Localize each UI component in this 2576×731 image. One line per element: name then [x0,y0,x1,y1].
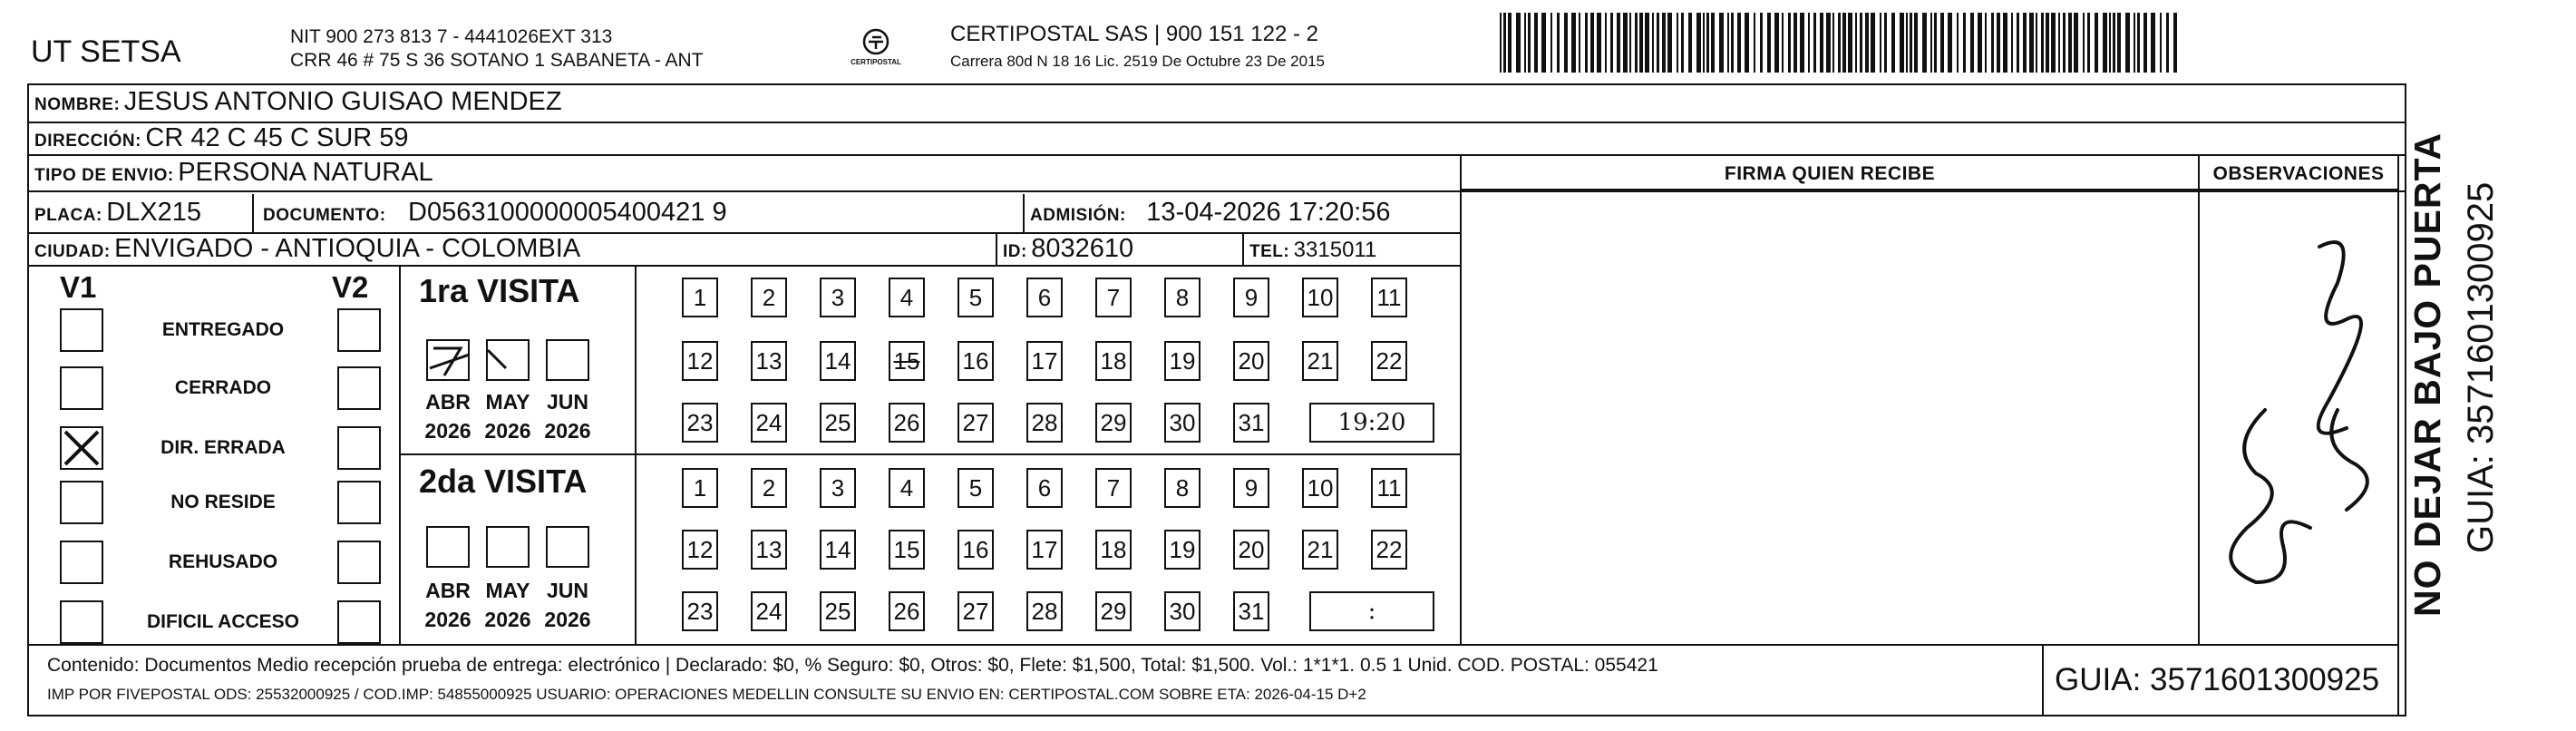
day-box[interactable]: 1 [682,468,718,508]
placa-label: PLACA: [34,206,102,225]
status-option-label: DIFICIL ACCESO [146,611,299,632]
day-box[interactable]: 11 [1371,278,1407,317]
v1-checkbox[interactable] [60,481,103,524]
status-option-label: REHUSADO [168,551,278,572]
day-box[interactable]: 16 [957,341,994,381]
day-box[interactable]: 9 [1233,278,1269,317]
tipo-label: TIPO DE ENVIO: [34,166,174,185]
id-cell [1003,234,1133,264]
month-year-label: 2026 [484,419,531,443]
observaciones-label: OBSERVACIONES [2212,163,2385,184]
v1-checkbox[interactable] [60,600,103,644]
month-year-label: 2026 [484,608,531,631]
day-box[interactable]: 13 [751,341,787,381]
documento-cell [263,198,727,228]
day-box[interactable]: 17 [1026,341,1063,381]
day-box[interactable]: 21 [1302,341,1338,381]
day-box[interactable]: 15 [889,530,925,570]
day-box[interactable]: 28 [1026,591,1063,631]
id-value: 8032610 [1031,234,1134,263]
v1-checkbox[interactable] [60,366,103,410]
v2-label: V2 [332,270,369,304]
direccion-label: DIRECCIÓN: [34,132,141,151]
day-box[interactable]: 3 [820,278,856,317]
direccion-value: CR 42 C 45 C SUR 59 [145,123,409,152]
day-box[interactable]: 28 [1026,403,1063,443]
month-label: ABR [425,579,471,602]
nombre-value: JESUS ANTONIO GUISAO MENDEZ [123,87,562,116]
admision-label: ADMISIÓN: [1030,206,1126,225]
observaciones-area[interactable] [2202,192,2396,644]
day-box[interactable]: 8 [1164,278,1201,317]
month-label: JUN [546,390,588,414]
no-dejar-bajo-puerta: NO DEJAR BAJO PUERTA [2406,132,2448,617]
month-checkbox[interactable] [546,526,589,568]
day-box[interactable]: 7 [1095,468,1132,508]
tel-value: 3315011 [1293,238,1377,262]
day-box[interactable]: 4 [889,278,925,317]
ciudad-label: CIUDAD: [34,242,111,261]
day-box[interactable]: 14 [820,341,856,381]
documento-label: DOCUMENTO: [263,206,386,225]
day-box[interactable]: 30 [1164,403,1201,443]
day-box[interactable]: 11 [1371,468,1407,508]
v2-checkbox[interactable] [337,600,381,644]
day-box[interactable]: 27 [957,591,994,631]
placa-cell [34,198,201,228]
placa-value: DLX215 [106,198,202,227]
day-box[interactable]: 26 [889,403,925,443]
day-box[interactable]: 21 [1302,530,1338,570]
first-visit-title: 1ra VISITA [419,272,580,309]
day-box[interactable]: 6 [1026,468,1063,508]
day-box[interactable]: 6 [1026,278,1063,317]
day-box[interactable]: 20 [1233,341,1269,381]
month-checkbox[interactable] [486,526,530,568]
footer-imp: IMP POR FIVEPOSTAL ODS: 25532000925 / COD.IMP: 54855000925 USUARIO: OPERACIONES MEDELLIN CONSULTE SU ENVIO EN: CERTIPOSTAL.COM SOBRE ETA: 2026-04-15 D+2 [47,686,1366,703]
day-box[interactable]: 12 [682,341,718,381]
month-checkbox[interactable] [426,526,470,568]
day-box[interactable]: 18 [1095,530,1132,570]
footer-contenido: Contenido: Documentos Medio recepción prueba de entrega: electrónico | Declarado: $0, % Seguro: $0, Otros: $0, Flete: $1,500, Total: $1,500. Vol.: 1*1*1. 0.5 1 Unid. COD. POSTAL: 055421 [47,655,1658,676]
address-line: CRR 46 # 75 S 36 SOTANO 1 SABANETA - ANT [290,50,704,71]
day-box[interactable]: 18 [1095,341,1132,381]
status-option-label: DIR. ERRADA [160,437,286,458]
month-checkbox[interactable] [426,339,470,381]
day-box[interactable]: 8 [1164,468,1201,508]
day-box[interactable]: 27 [957,403,994,443]
v2-checkbox[interactable] [337,426,381,470]
certipostal-logo: CERTIPOSTAL [849,24,903,76]
month-checkbox[interactable] [486,339,530,381]
handwritten-signature [2202,192,2396,644]
v2-checkbox[interactable] [337,541,381,584]
day-box[interactable]: 29 [1095,403,1132,443]
footer-guia: GUIA: 3571601300925 [2055,662,2380,697]
status-option-label: ENTREGADO [161,319,285,340]
ciudad-cell [34,234,580,264]
admision-value: 13-04-2026 17:20:56 [1146,198,1391,227]
day-box[interactable]: 19 [1164,341,1201,381]
day-box[interactable]: 20 [1233,530,1269,570]
day-box[interactable]: 4 [889,468,925,508]
day-box[interactable]: 3 [820,468,856,508]
day-box[interactable]: 19 [1164,530,1201,570]
second-visit-title: 2da VISITA [419,463,588,500]
tipo-value: PERSONA NATURAL [178,158,433,187]
v1-checkbox[interactable] [60,426,103,470]
day-box[interactable]: 12 [682,530,718,570]
v2-checkbox[interactable] [337,308,381,352]
day-box[interactable]: 5 [957,278,994,317]
nombre-label: NOMBRE: [34,95,121,114]
day-box[interactable]: 30 [1164,591,1201,631]
day-box[interactable]: 23 [682,591,718,631]
documento-value: D0563100000005400421 9 [408,198,727,227]
v1-label: V1 [60,270,97,304]
day-box[interactable]: 7 [1095,278,1132,317]
certipostal-line: CERTIPOSTAL SAS | 900 151 122 - 2 [950,22,1318,46]
day-box[interactable]: 10 [1302,278,1338,317]
day-box[interactable]: 10 [1302,468,1338,508]
day-box[interactable]: 22 [1371,341,1407,381]
day-box[interactable]: 29 [1095,591,1132,631]
day-box[interactable]: 25 [820,403,856,443]
admision-cell [1030,198,1391,228]
day-box[interactable]: 26 [889,591,925,631]
day-box[interactable]: 15 [889,341,925,381]
day-box[interactable]: 13 [751,530,787,570]
v2-checkbox[interactable] [337,481,381,524]
day-box[interactable]: 23 [682,403,718,443]
day-box[interactable]: 16 [957,530,994,570]
month-label: JUN [546,579,588,602]
license-line: Carrera 80d N 18 16 Lic. 2519 De Octubre 23 De 2015 [950,53,1325,70]
day-box[interactable]: 24 [751,403,787,443]
month-year-label: 2026 [424,419,471,443]
day-box[interactable]: 2 [751,278,787,317]
nombre-row [34,87,562,117]
day-box[interactable]: 17 [1026,530,1063,570]
day-box[interactable]: 24 [751,591,787,631]
company-name: UT SETSA [31,34,181,69]
tipo-row [34,158,433,188]
month-year-label: 2026 [424,608,471,631]
time-box[interactable]: : [1309,591,1434,631]
day-box[interactable]: 22 [1371,530,1407,570]
day-box[interactable]: 1 [682,278,718,317]
month-label: ABR [425,390,471,414]
time-box[interactable]: 19:20 [1309,403,1434,443]
month-label: MAY [485,390,530,414]
v1-checkbox[interactable] [60,541,103,584]
v1-checkbox[interactable] [60,308,103,352]
day-box[interactable]: 2 [751,468,787,508]
firma-label: FIRMA QUIEN RECIBE [1724,163,1936,184]
tel-cell [1249,238,1376,263]
status-option-label: CERRADO [174,377,272,398]
status-option-label: NO RESIDE [170,492,276,512]
v2-checkbox[interactable] [337,366,381,410]
month-year-label: 2026 [544,608,591,631]
side-guia: GUIA: 3571601300925 [2461,181,2501,553]
month-label: MAY [485,579,530,602]
day-box[interactable]: 31 [1233,591,1269,631]
direccion-row [34,123,409,153]
barcode [1500,13,2180,74]
day-box[interactable]: 5 [957,468,994,508]
id-label: ID: [1003,242,1027,261]
day-box[interactable]: 14 [820,530,856,570]
day-box[interactable]: 25 [820,591,856,631]
day-box[interactable]: 31 [1233,403,1269,443]
signature-area[interactable] [1463,192,2196,644]
tel-label: TEL: [1249,242,1290,261]
day-box[interactable]: 9 [1233,468,1269,508]
nit-line: NIT 900 273 813 7 - 4441026EXT 313 [290,26,613,47]
ciudad-value: ENVIGADO - ANTIOQUIA - COLOMBIA [114,234,581,263]
month-checkbox[interactable] [546,339,589,381]
month-year-label: 2026 [544,419,591,443]
